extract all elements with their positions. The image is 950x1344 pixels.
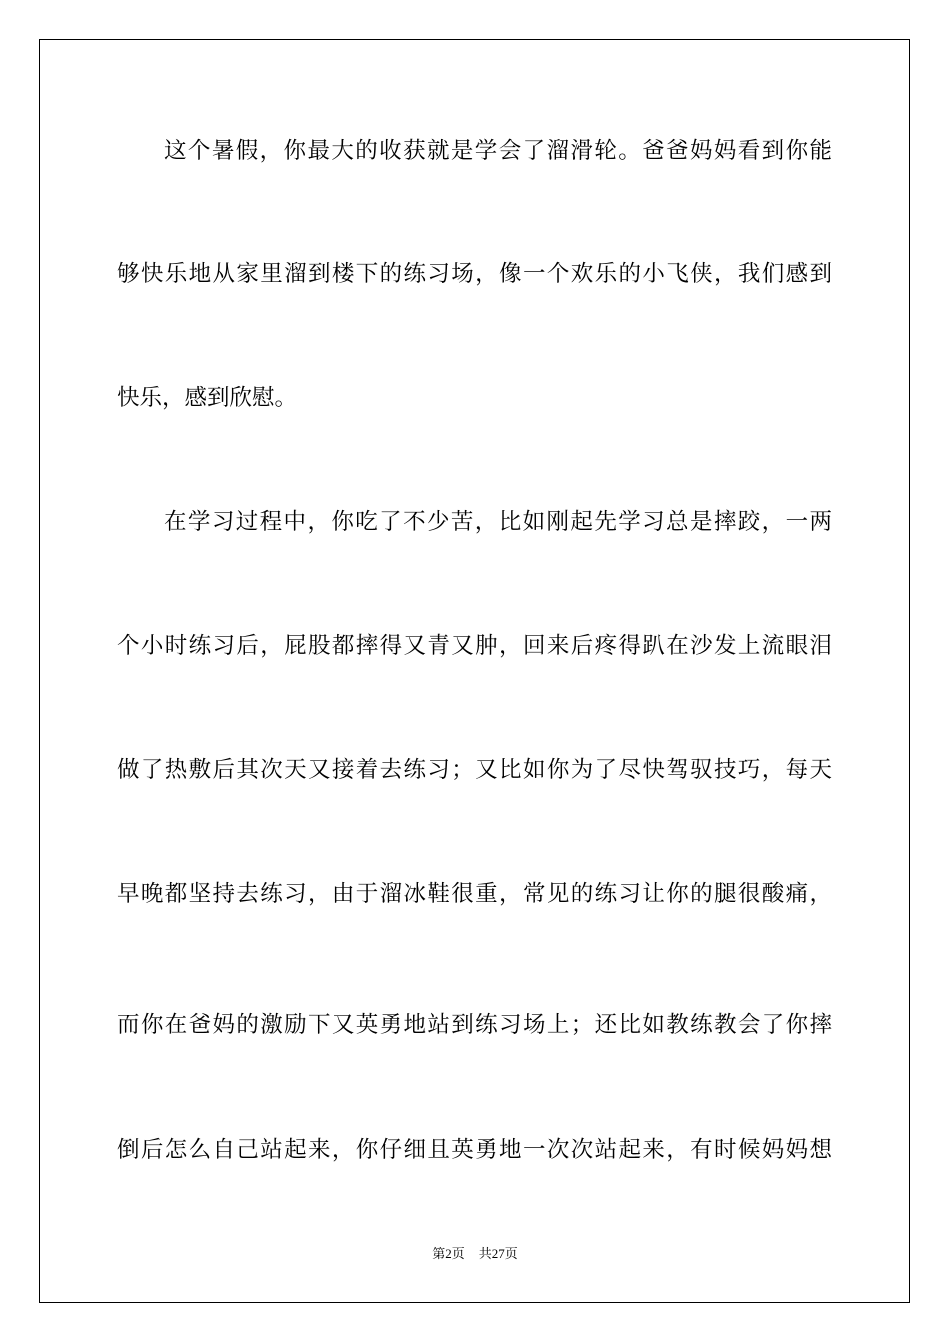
paragraph-line: 在学习过程中，你吃了不少苦，比如刚起先学习总是摔跤，一两	[164, 509, 832, 535]
page-footer	[0, 1245, 950, 1263]
page-number: 第2页	[432, 1246, 465, 1261]
page-total: 共27页	[478, 1246, 518, 1261]
paragraph-line: 这个暑假，你最大的收获就是学会了溜滑轮。爸爸妈妈看到你能	[164, 138, 832, 164]
paragraph-line: 倒后怎么自己站起来，你仔细且英勇地一次次站起来，有时候妈妈想	[117, 1137, 832, 1163]
paragraph-line: 而你在爸妈的激励下又英勇地站到练习场上；还比如教练教会了你摔	[117, 1012, 832, 1038]
paragraph-line: 快乐，感到欣慰。	[117, 385, 298, 411]
paragraph-line: 个小时练习后，屁股都摔得又青又肿，回来后疼得趴在沙发上流眼泪	[117, 633, 832, 659]
page-border	[39, 39, 910, 1303]
paragraph-line: 做了热敷后其次天又接着去练习；又比如你为了尽快驾驭技巧，每天	[117, 757, 832, 783]
paragraph-line: 早晚都坚持去练习，由于溜冰鞋很重，常见的练习让你的腿很酸痛，	[117, 881, 832, 907]
paragraph-line: 够快乐地从家里溜到楼下的练习场，像一个欢乐的小飞侠，我们感到	[117, 261, 832, 287]
